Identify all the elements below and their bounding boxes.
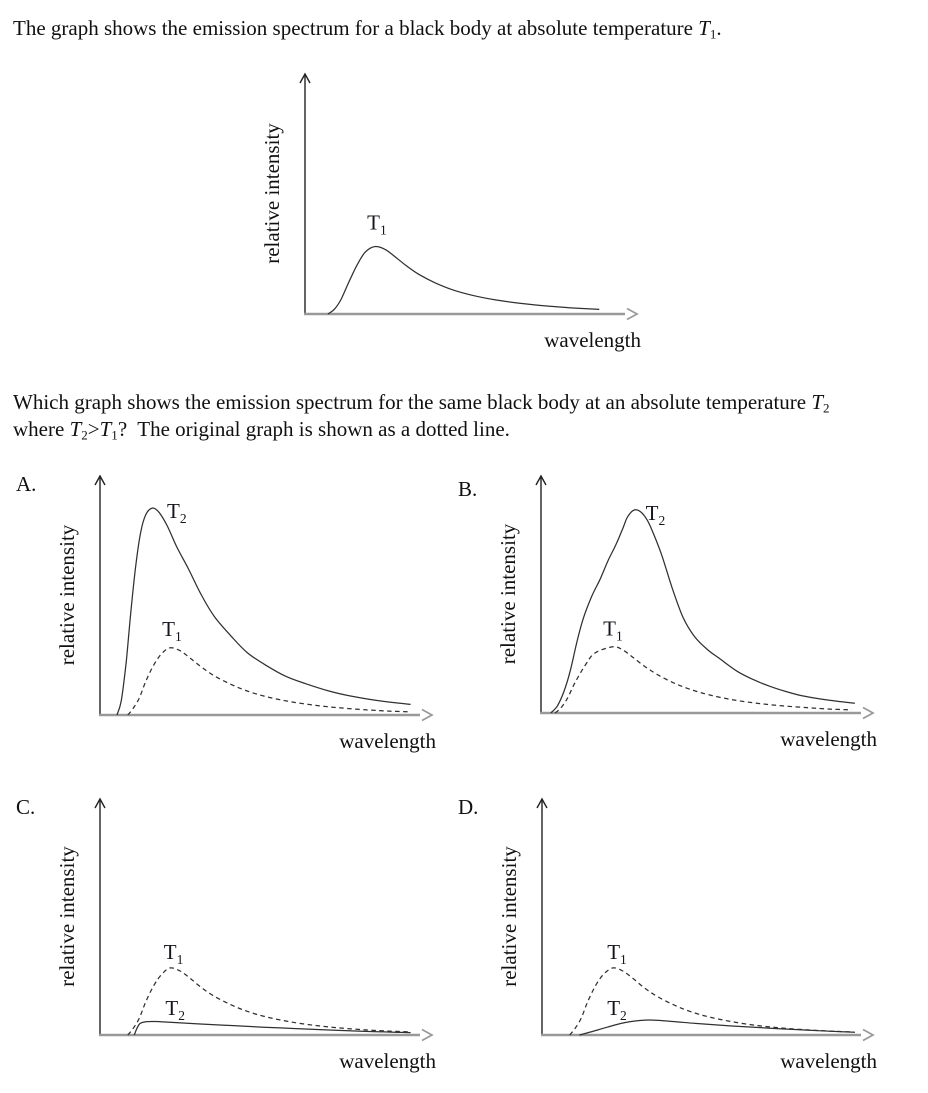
- x-axis-arrowhead: [422, 1030, 432, 1041]
- x-axis-arrowhead: [422, 710, 432, 721]
- text-run: Which graph shows the emission spectrum for the same black body at an absolute temperature: [13, 390, 812, 414]
- option-a-label: A.: [16, 472, 37, 496]
- x-axis-label: wavelength: [339, 1049, 436, 1073]
- y-axis-label: relative intensity: [55, 846, 79, 987]
- x-axis-label: wavelength: [780, 727, 877, 751]
- prompt-line-2: [13, 416, 510, 449]
- text-run: T: [698, 16, 710, 40]
- text-run: The graph shows the emission spectrum for a black body at absolute temperature: [13, 16, 699, 40]
- curve-label-T2: $T_2$: [645, 501, 666, 529]
- curve-T1-dashed: [128, 648, 411, 715]
- x-axis-arrowhead: [863, 708, 873, 719]
- text-run: where: [13, 417, 70, 441]
- text-run: .: [716, 16, 722, 40]
- curve-T2-solid: [551, 510, 855, 713]
- chart-option-d: [497, 788, 887, 1093]
- text-run: >: [87, 417, 100, 441]
- text-run: 1: [111, 427, 118, 443]
- curve-label-T1: $T_1$: [162, 616, 182, 644]
- text-run: T: [811, 390, 824, 414]
- curve-label-T2: $T_2$: [167, 499, 187, 527]
- curve-label-T1: $T_1$: [607, 940, 627, 968]
- y-axis-label: relative intensity: [497, 846, 521, 987]
- chart-svg-D: [497, 788, 887, 1088]
- option-b-label: B.: [458, 477, 478, 501]
- y-axis-label: relative intensity: [55, 524, 79, 666]
- option-d-label: D.: [458, 795, 479, 819]
- chart-original-spectrum: [240, 60, 660, 370]
- chart-svg-intro: [240, 60, 660, 365]
- y-axis-label: relative intensity: [496, 523, 520, 665]
- curve-label-T1: $T_1$: [163, 940, 184, 968]
- x-axis-label: wavelength: [544, 328, 641, 352]
- curve-label-T2: $T_2$: [165, 995, 185, 1023]
- text-run: 2: [81, 427, 88, 443]
- text-run: 1: [709, 26, 717, 42]
- chart-option-a: [55, 465, 445, 770]
- x-axis-arrowhead: [863, 1030, 873, 1041]
- curve-T2-solid: [134, 1021, 410, 1035]
- curve-T1-dashed: [555, 647, 852, 713]
- x-axis-label: wavelength: [339, 729, 436, 753]
- text-run: 2: [823, 400, 830, 416]
- chart-svg-B: [496, 465, 886, 765]
- curve-T1-solid: [328, 246, 599, 314]
- chart-svg-C: [55, 788, 445, 1088]
- text-run: T: [69, 417, 82, 441]
- y-axis-label: relative intensity: [260, 123, 284, 264]
- chart-option-c: [55, 788, 445, 1093]
- x-axis-arrowhead: [627, 309, 637, 320]
- curve-label-T1: $T_1$: [367, 210, 387, 238]
- intro-text: [13, 15, 722, 48]
- x-axis-label: wavelength: [780, 1049, 877, 1073]
- chart-option-b: [496, 465, 886, 770]
- text-run: ? The original graph is shown as a dotted line.: [117, 417, 510, 441]
- text-run: T: [99, 417, 112, 441]
- chart-svg-A: [55, 465, 445, 765]
- curve-label-T1: $T_1$: [603, 616, 623, 644]
- curve-label-T2: $T_2$: [607, 995, 627, 1023]
- curve-T2-solid: [117, 508, 411, 715]
- option-c-label: C.: [16, 795, 36, 819]
